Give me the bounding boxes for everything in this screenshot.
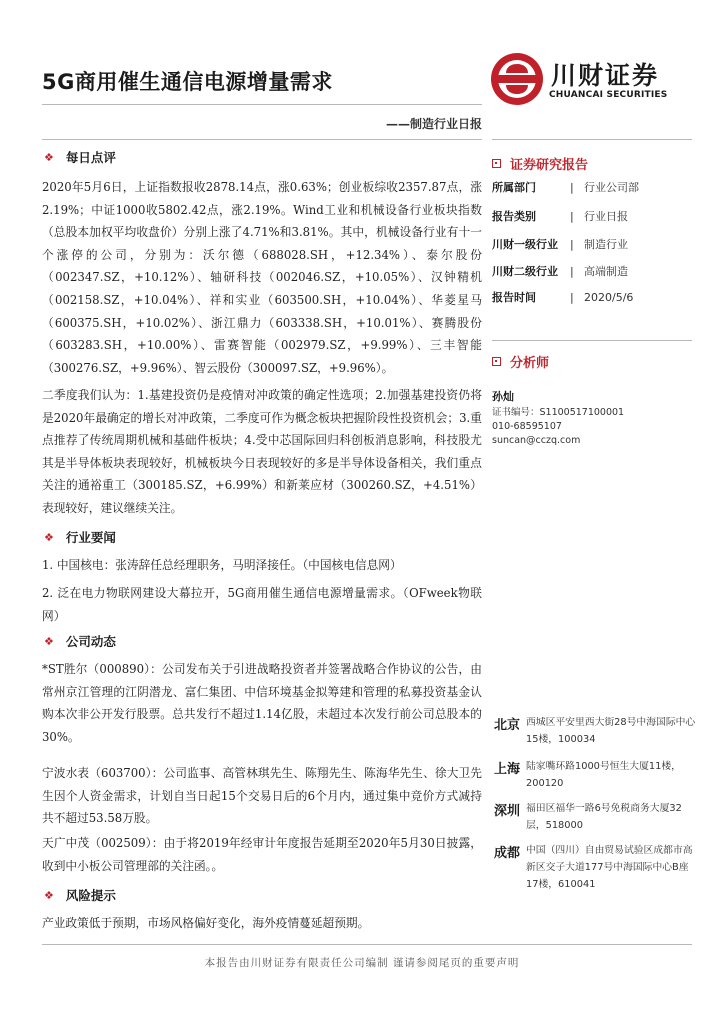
report-info-table — [492, 178, 692, 308]
report-subtitle: ——制造行业日报 — [385, 117, 482, 131]
info-row: 报告时间 | 2020/5/6 — [492, 290, 634, 304]
sidebar-report-heading: 证券研究报告 — [492, 154, 692, 172]
chuancai-logo-icon — [490, 52, 544, 106]
office-address: 中国（四川）自由贸易试验区成都市高新区交子大道177号中海国际中心B座17楼，610041 — [526, 845, 693, 890]
logo-english-name: CHUANCAI SECURITIES — [549, 90, 668, 100]
section-heading-company: ❖ 公司动态 — [44, 634, 116, 649]
sidebar-top-rule — [492, 139, 692, 140]
footer-disclaimer: 本报告由川财证券有限责任公司编制 谨请参阅尾页的重要声明 — [204, 957, 520, 969]
office-city: 北京 — [494, 718, 521, 733]
risk-paragraph: 产业政策低于预期，市场风格偏好变化，海外疫情蔓延超预期。 — [42, 916, 370, 930]
report-title: 5G商用催生通信电源增量需求 — [42, 70, 333, 94]
office-city: 深圳 — [494, 804, 521, 819]
section-heading-news: ❖ 行业要闻 — [44, 530, 116, 545]
info-row: 川财一级行业 | 制造行业 — [492, 237, 628, 251]
company-paragraph-2: 宁波水表（603700）：公司监事、高管林琪先生、陈翔先生、陈海华先生、徐大卫先生因个人资金需求，计划自当日起15个交易日后的6个月内，通过集中竞价方式减持共不超过53.58万股。 — [42, 766, 482, 826]
company-paragraph-3: 天广中茂（002509）：由于将2019年经审计年度报告延期至2020年5月30日披露，收到中小板公司管理部的关注函。。 — [42, 836, 482, 873]
square-bullet-icon — [492, 357, 501, 366]
office-address: 福田区福华一路6号免税商务大厦32层，518000 — [526, 803, 682, 831]
analyst-cert: 证书编号：S1100517100001 — [492, 407, 625, 418]
header-rule-2 — [42, 139, 482, 140]
office-city: 成都 — [494, 846, 521, 861]
daily-paragraph-1: 2020年5月6日，上证指数报收2878.14点，涨0.63%；创业板综收2357.87点，涨2.19%；中证1000收5802.42点，涨2.19%。Wind工业和机械设备行业板块指数（总股本加权平均收盘价）分别上涨了4.71%和3.81%。其中，机械设备行业有十一个涨停的公司，分别为：沃尔德（688028.SH，+12.34%）、泰尔股份（002347.SZ，+10.12%）、轴研科技（002046.SZ，+10.05%）、汉钟精机（002158.SZ，+10.04%）、祥和实业（603500.SH，+10.04%）、华菱星马（600375.SH，+10.02%）、浙江鼎力（603338.SH，+10.01%）、赛腾股份（603283.SH，+10.00%）、雷赛智能（002979.SZ，+9.99%）、三丰智能（300276.SZ，+9.96%）、智云股份（300097.SZ，+9.96%）。 — [42, 180, 482, 375]
info-row: 川财二级行业 | 高端制造 — [492, 264, 628, 278]
daily-paragraph-2: 二季度我们认为：1.基建投资仍是疫情对冲政策的确定性选项；2.加强基建投资仍将是2020年最确定的增长对冲政策，二季度可作为概念板块把握阶段性投资机会；3.重点推荐了传统周期机械和基础件板块；4.受中芯国际回归科创板消息影响，科技股尤其是半导体板块表现较好，机械板块今日表现较好的多是半导体设备相关，我们重点关注的通裕重工（300185.SZ，+6.99%）和新莱应材（300260.SZ，+4.51%）表现较好，建议继续关注。 — [42, 388, 482, 515]
sidebar-rule — [492, 340, 692, 341]
sidebar-analyst-heading: 分析师 — [492, 352, 692, 370]
diamond-icon: ❖ — [44, 634, 54, 648]
company-logo — [490, 52, 690, 107]
analyst-email[interactable]: suncan@cczq.com — [492, 435, 581, 446]
diamond-icon: ❖ — [44, 888, 54, 902]
diamond-icon: ❖ — [44, 150, 54, 164]
info-row: 所属部门 | 行业公司部 — [492, 180, 639, 194]
logo-chinese-name: 川财证券 — [551, 61, 660, 90]
info-row: 报告类别 | 行业日报 — [492, 209, 628, 223]
office-address: 西城区平安里西大街28号中海国际中心15楼，100034 — [526, 717, 696, 745]
section-heading-risk: ❖ 风险提示 — [44, 888, 116, 903]
news-item-1: 1. 中国核电：张涛辞任总经理职务，马明泽接任。（中国核电信息网） — [42, 558, 402, 572]
analyst-name: 孙灿 — [492, 390, 514, 403]
section-heading-daily: ❖ 每日点评 — [44, 150, 116, 165]
diamond-icon: ❖ — [44, 530, 54, 544]
analyst-phone: 010-68595107 — [492, 421, 562, 432]
news-item-2: 2. 泛在电力物联网建设大幕拉开，5G商用催生通信电源增量需求。（OFweek物联网） — [42, 586, 482, 623]
square-bullet-icon — [492, 159, 501, 168]
footer-rule — [42, 944, 692, 945]
analyst-card — [492, 388, 692, 448]
header-rule — [42, 104, 482, 105]
office-city: 上海 — [494, 762, 521, 777]
office-address: 陆家嘴环路1000号恒生大厦11楼，200120 — [526, 761, 681, 789]
company-paragraph-1: *ST胜尔（000890）：公司发布关于引进战略投资者并签署战略合作协议的公告，由常州京江管理的江阴潜龙、富仁集团、中信环境基金拟筹建和管理的私募投资基金认购本次非公开发行股票。总共发行不超过1.14亿股，未超过本次发行前公司总股本的30%。 — [42, 662, 482, 744]
